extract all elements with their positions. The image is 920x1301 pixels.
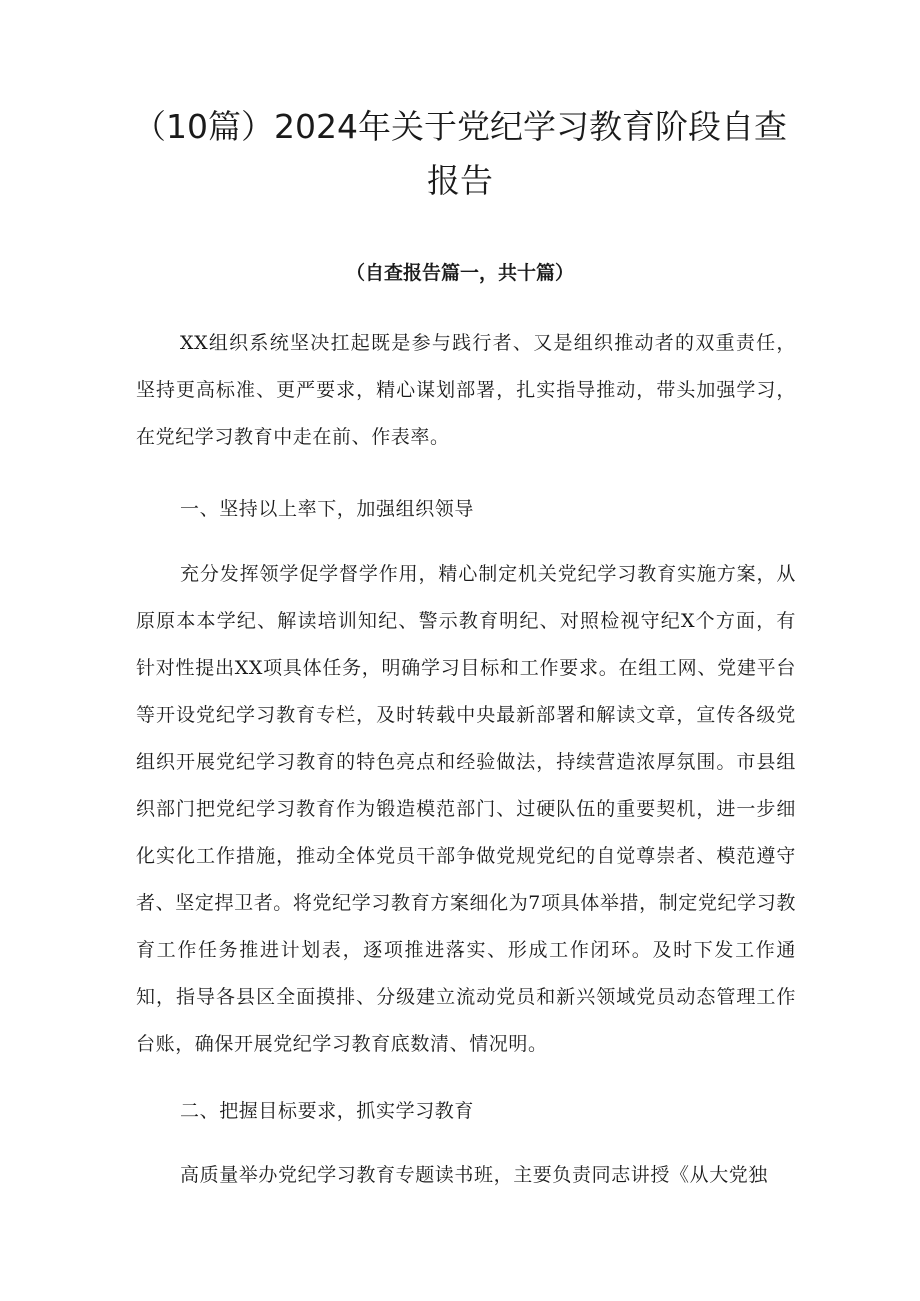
intro-paragraph: XX组织系统坚决扛起既是参与践行者、又是组织推动者的双重责任，坚持更高标准、更严要求，精心谋划部署，扎实指导推动，带头加强学习，在党纪学习教育中走在前、作表率。 xyxy=(136,332,796,448)
section-2-paragraph: 高质量举办党纪学习教育专题读书班，主要负责同志讲授《从大党独 xyxy=(180,1164,769,1186)
document-subtitle: （自查报告篇一，共十篇） xyxy=(345,262,574,284)
section-1-paragraph: 充分发挥领学促学督学作用，精心制定机关党纪学习教育实施方案，从原原本本学纪、解读培训知纪、警示教育明纪、对照检视守纪X个方面，有针对性提出XX项具体任务，明确学习目标和工作要求。在组工网、党建平台等开设党纪学习教育专栏，及时转载中央最新部署和解读文章，宣传各级党组织开展党纪学习教育的特色亮点和经验做法，持续营造浓厚氛围。市县组织部门把党纪学习教育作为锻造模范部门、过硬队伍的重要契机，进一步细化实化工作措施，推动全体党员干部争做党规党纪的自觉尊崇者、模范遵守者、坚定捍卫者。将党纪学习教育方案细化为7项具体举措，制定党纪学习教育工作任务推进计划表，逐项推进落实、形成工作闭环。及时下发工作通知，指导各县区全面摸排、分级建立流动党员和新兴领域党员动态管理工作台账，确保开展党纪学习教育底数清、情况明。 xyxy=(136,563,796,1055)
document-title: （10篇）2024年关于党纪学习教育阶段自查报告 xyxy=(133,107,787,200)
section-heading-2: 二、把握目标要求，抓实学习教育 xyxy=(180,1100,475,1122)
section-heading-1: 一、坚持以上率下，加强组织领导 xyxy=(180,498,475,520)
